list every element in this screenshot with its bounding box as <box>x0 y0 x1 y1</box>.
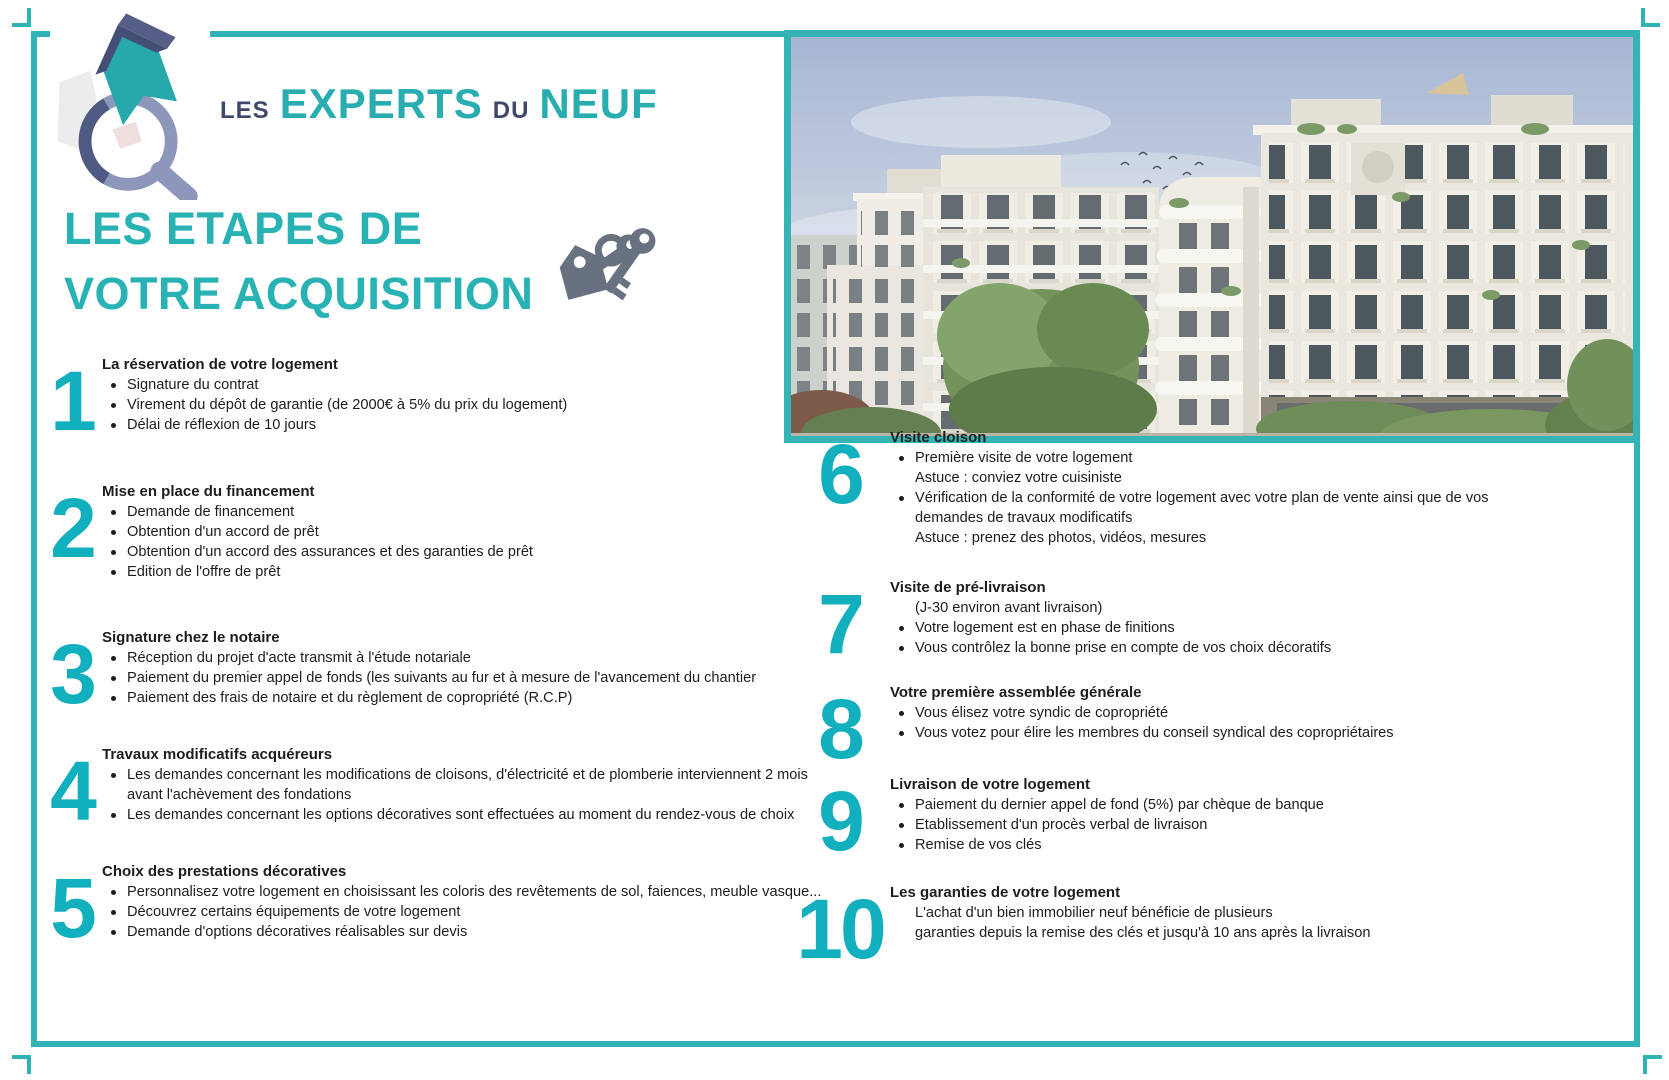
house-keys-icon <box>552 218 680 318</box>
step-bullet-item: Paiement du dernier appel de fond (5%) par chèque de banque <box>890 795 1522 815</box>
logo-word-du: DU <box>492 97 530 124</box>
step-bullet-item: Obtention d'un accord des assurances et des garanties de prêt <box>102 542 842 562</box>
step-body <box>102 482 842 582</box>
step-bullet-item: Vérification de la conformité de votre logement avec votre plan de vente ainsi que de vos demandes de travaux modificatifs <box>890 488 1522 528</box>
step-body <box>890 883 1532 971</box>
step-bullet-item: Vous votez pour élire les membres du conseil syndical des copropriétaires <box>890 723 1522 743</box>
step-heading: Votre première assemblée générale <box>890 684 1142 701</box>
step-bullet-item: Demande d'options décoratives réalisables sur devis <box>102 922 842 942</box>
step-number: 6 <box>818 427 862 521</box>
step-6 <box>790 428 1522 548</box>
step-number: 10 <box>796 882 884 976</box>
step-note: garanties depuis la remise des clés et jusqu'à 10 ans après la livraison <box>915 925 1371 941</box>
logo-word-neuf: NEUF <box>539 80 658 127</box>
logo-wordmark <box>220 80 658 200</box>
step-note: (J-30 environ avant livraison) <box>915 600 1103 616</box>
corner-mark-top-right <box>1641 8 1660 27</box>
corner-mark-top-left <box>12 8 31 27</box>
step-heading: Signature chez le notaire <box>102 629 280 646</box>
step-bullet-item: Première visite de votre logement <box>890 448 1522 468</box>
step-body <box>102 355 842 443</box>
step-note: Astuce : conviez votre cuisiniste <box>915 470 1122 486</box>
step-number: 5 <box>50 861 94 955</box>
step-heading: Visite cloison <box>890 429 987 446</box>
logo-word-les: LES <box>220 97 270 124</box>
step-bullet-item: Etablissement d'un procès verbal de livraison <box>890 815 1522 835</box>
step-9 <box>790 774 1522 868</box>
step-8 <box>790 682 1522 776</box>
step-bullet-item: Remise de vos clés <box>890 835 1522 855</box>
step-1 <box>42 354 842 448</box>
step-heading: Livraison de votre logement <box>890 776 1091 793</box>
step-bullet-item: Signature du contrat <box>102 375 842 395</box>
step-number: 4 <box>50 744 94 838</box>
step-heading: Mise en place du financement <box>102 483 315 500</box>
step-heading: Choix des prestations décoratives <box>102 863 347 880</box>
step-bullet-item: Réception du projet d'acte transmit à l'étude notariale <box>102 648 842 668</box>
step-7 <box>790 577 1522 671</box>
step-bullet-item: Personnalisez votre logement en choisissant les coloris des revêtements de sol, faiences, meuble vasque... <box>102 882 842 902</box>
step-5 <box>42 861 842 955</box>
logo-word-experts: EXPERTS <box>279 80 483 127</box>
corner-mark-bottom-left <box>12 1055 31 1074</box>
step-10 <box>790 882 1532 976</box>
step-bullet-item: Edition de l'offre de prêt <box>102 562 842 582</box>
step-number: 3 <box>50 627 94 721</box>
corner-mark-bottom-right <box>1643 1055 1662 1074</box>
step-bullet-item: Délai de réflexion de 10 jours <box>102 415 842 435</box>
logo <box>50 4 658 200</box>
step-bullet-item: Découvrez certains équipements de votre logement <box>102 902 842 922</box>
step-body <box>890 578 1522 666</box>
step-bullet-item: Vous contrôlez la bonne prise en compte de vos choix décoratifs <box>890 638 1522 658</box>
step-note: Astuce : prenez des photos, vidéos, mesures <box>915 530 1207 546</box>
step-body <box>102 628 842 716</box>
page-title-line1: LES ETAPES DE <box>64 203 423 254</box>
step-body <box>890 775 1522 863</box>
step-bullet-item: Obtention d'un accord de prêt <box>102 522 842 542</box>
step-bullet-item: Paiement des frais de notaire et du règlement de copropriété (R.C.P) <box>102 688 842 708</box>
building-photo <box>784 30 1640 443</box>
step-bullet-item: Demande de financement <box>102 502 842 522</box>
step-bullet-item: Virement du dépôt de garantie (de 2000€ à 5% du prix du logement) <box>102 395 842 415</box>
step-heading: Visite de pré-livraison <box>890 579 1046 596</box>
step-heading: Les garanties de votre logement <box>890 884 1121 901</box>
step-note: L'achat d'un bien immobilier neuf bénéficie de plusieurs <box>915 905 1273 921</box>
step-bullet-item: Paiement du premier appel de fonds (les suivants au fur et à mesure de l'avancement du chantier <box>102 668 842 688</box>
step-number: 9 <box>818 774 862 868</box>
step-bullet-item: Votre logement est en phase de finitions <box>890 618 1522 638</box>
step-heading: La réservation de votre logement <box>102 356 338 373</box>
house-magnifying-glass-icon <box>50 4 210 200</box>
step-body <box>890 683 1522 771</box>
step-body <box>890 428 1522 548</box>
step-body <box>102 862 842 950</box>
page-title-line2: VOTRE ACQUISITION <box>64 268 534 319</box>
step-number: 2 <box>50 481 94 575</box>
step-body <box>102 745 842 833</box>
step-heading: Travaux modificatifs acquéreurs <box>102 746 333 763</box>
page-title <box>64 196 533 326</box>
step-bullet-item: Vous élisez votre syndic de copropriété <box>890 703 1522 723</box>
step-4 <box>42 744 842 838</box>
step-2 <box>42 482 842 582</box>
step-bullet-item: Les demandes concernant les modifications de cloisons, d'électricité et de plomberie interviennent 2 mois avant l'achèvement des fondations <box>102 765 842 805</box>
step-3 <box>42 627 842 721</box>
step-number: 1 <box>50 354 94 448</box>
step-number: 7 <box>818 577 862 671</box>
step-number: 8 <box>818 682 862 776</box>
step-bullet-item: Les demandes concernant les options décoratives sont effectuées au moment du rendez-vous de choix <box>102 805 842 825</box>
